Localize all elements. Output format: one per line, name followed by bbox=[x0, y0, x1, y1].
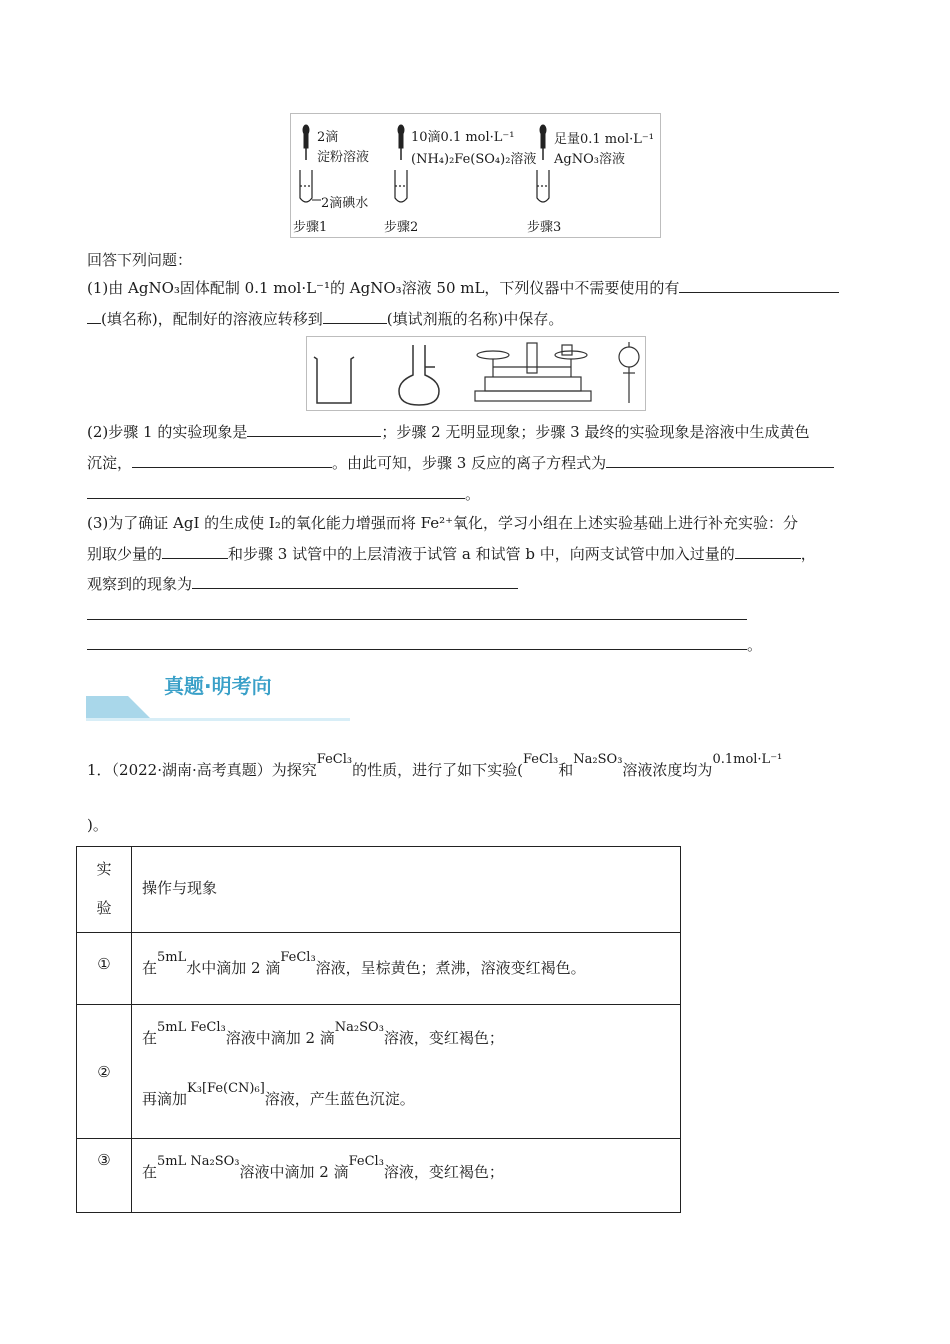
question-1-text: (填试剂瓶的名称)中保存。 bbox=[386, 310, 564, 328]
operation-text: 溶液中滴加 2 滴 bbox=[225, 1029, 335, 1047]
step1-bottom-label: 2滴碘水 bbox=[321, 196, 369, 211]
experiment-steps-figure bbox=[290, 113, 661, 238]
question-2-line-1 bbox=[87, 422, 810, 442]
table-row bbox=[77, 933, 681, 1005]
question-3-line-5 bbox=[87, 635, 762, 655]
section-title: 真题·明考向 bbox=[164, 674, 272, 698]
formula-fecl3: FeCl₃ bbox=[316, 752, 353, 767]
operation-line bbox=[142, 1020, 680, 1048]
question-2-text: 。由此可知，步骤 3 反应的离子方程式为 bbox=[332, 454, 607, 472]
question-1-line-1 bbox=[87, 278, 839, 298]
question-2-text: ；步骤 2 无明显现象；步骤 3 最终的实验现象是溶液中生成黄色 bbox=[381, 423, 810, 441]
question-1-text: (1)由 AgNO₃固体配制 0.1 mol·L⁻¹的 AgNO₃溶液 50 mL，下列仪器中不需要使用的有 bbox=[87, 279, 680, 297]
formula-text: 5mL FeCl₃ bbox=[157, 1020, 226, 1035]
answer-blank bbox=[323, 309, 387, 324]
operation-text: 在 bbox=[142, 1163, 158, 1181]
problem-1-line-1 bbox=[87, 752, 783, 782]
period-text: 。 bbox=[465, 485, 481, 503]
question-3-line-4 bbox=[87, 605, 747, 625]
answer-blank bbox=[162, 544, 228, 559]
formula-text: 5mL Na₂SO₃ bbox=[157, 1154, 240, 1169]
step2-drops-label: 10滴0.1 mol·L⁻¹ bbox=[411, 130, 515, 145]
operation-text: 水中滴加 2 滴 bbox=[186, 959, 281, 977]
dropper-icon bbox=[398, 125, 404, 160]
problem-1-text: 1．（2022·湖南·高考真题）为探究 bbox=[87, 761, 317, 779]
step3-reagent-label: AgNO₃溶液 bbox=[554, 152, 625, 167]
question-3-text: 别取少量的 bbox=[87, 545, 163, 563]
period-text: 。 bbox=[747, 636, 763, 654]
question-3-line-2 bbox=[87, 544, 816, 564]
answer-blank bbox=[132, 453, 332, 468]
answer-blank bbox=[87, 605, 747, 620]
answer-blank bbox=[87, 484, 465, 499]
beaker-icon bbox=[314, 357, 354, 403]
row-id: ③ bbox=[77, 1139, 132, 1213]
concentration-value: 0.1mol·L⁻¹ bbox=[712, 752, 783, 767]
answer-blank bbox=[87, 635, 747, 650]
step2-caption: 步骤2 bbox=[384, 220, 419, 235]
volumetric-flask-icon bbox=[399, 345, 439, 405]
step2-reagent-label: (NH₄)₂Fe(SO₄)₂溶液 bbox=[411, 152, 537, 167]
section-header bbox=[86, 668, 350, 724]
operation-line bbox=[142, 1081, 680, 1109]
table-header-row bbox=[77, 847, 681, 933]
operation-text: 溶液，产生蓝色沉淀。 bbox=[264, 1090, 415, 1108]
answer-blank bbox=[87, 309, 101, 324]
question-3-line-3 bbox=[87, 574, 518, 594]
answer-blank bbox=[247, 422, 381, 437]
step3-drops-label: 足量0.1 mol·L⁻¹ bbox=[554, 132, 654, 147]
question-3-text: 和步骤 3 试管中的上层清液于试管 a 和试管 b 中，向两支试管中加入过量的 bbox=[228, 545, 735, 563]
header-text: 实 bbox=[96, 860, 112, 878]
step1-caption: 步骤1 bbox=[293, 220, 328, 235]
row-operation bbox=[132, 933, 681, 1005]
operation-text: 溶液，呈棕黄色；煮沸，溶液变红褐色。 bbox=[315, 959, 586, 977]
test-tube-icon bbox=[537, 170, 549, 202]
row-operation bbox=[132, 1139, 681, 1213]
apparatus-figure bbox=[306, 336, 646, 411]
header-operation-cell: 操作与现象 bbox=[132, 847, 681, 933]
step1-drops-label: 2滴 bbox=[317, 130, 339, 145]
question-2-text: 沉淀， bbox=[87, 454, 133, 472]
formula-text: FeCl₃ bbox=[348, 1154, 384, 1169]
formula-text: K₃[Fe(CN)₆] bbox=[187, 1081, 265, 1096]
apparatus-illustration bbox=[307, 337, 645, 410]
row-id: ② bbox=[77, 1005, 132, 1139]
question-3-text: ， bbox=[800, 545, 816, 563]
step3-caption: 步骤3 bbox=[527, 220, 562, 235]
step1-reagent-label: 淀粉溶液 bbox=[317, 150, 370, 165]
header-experiment-cell bbox=[77, 847, 132, 933]
operation-text: 在 bbox=[142, 959, 158, 977]
operation-text: 溶液，变红褐色； bbox=[383, 1163, 504, 1181]
intro-text: 回答下列问题： bbox=[87, 251, 193, 269]
question-2-text: (2)步骤 1 的实验现象是 bbox=[87, 423, 248, 441]
problem-1-text: 的性质，进行了如下实验( bbox=[352, 761, 523, 779]
question-1-line-2 bbox=[87, 309, 563, 329]
test-tube-icon bbox=[300, 170, 312, 202]
operation-text: 溶液中滴加 2 滴 bbox=[239, 1163, 349, 1181]
operation-text: 在 bbox=[142, 1029, 158, 1047]
table-row bbox=[77, 1139, 681, 1213]
row-id: ① bbox=[77, 933, 132, 1005]
test-tube-icon bbox=[395, 170, 407, 202]
header-text: 验 bbox=[96, 899, 112, 917]
problem-1-text: 和 bbox=[558, 761, 574, 779]
balance-icon bbox=[475, 343, 591, 401]
separatory-funnel-icon bbox=[619, 342, 639, 403]
formula-text: 5mL bbox=[157, 950, 187, 965]
formula-na2so3: Na₂SO₃ bbox=[573, 752, 623, 767]
question-2-line-2 bbox=[87, 453, 834, 473]
row-operation bbox=[132, 1005, 681, 1139]
formula-fecl3: FeCl₃ bbox=[522, 752, 559, 767]
answer-blank bbox=[735, 544, 801, 559]
problem-1-text: 溶液浓度均为 bbox=[622, 761, 713, 779]
formula-text: Na₂SO₃ bbox=[334, 1020, 384, 1035]
question-3-text: 观察到的现象为 bbox=[87, 575, 193, 593]
question-1-text: (填名称)，配制好的溶液应转移到 bbox=[101, 310, 323, 328]
formula-text: FeCl₃ bbox=[280, 950, 316, 965]
operation-text: 再滴加 bbox=[142, 1090, 188, 1108]
dropper-icon bbox=[303, 125, 309, 160]
answer-blank bbox=[192, 574, 518, 589]
question-3-line-1: (3)为了确证 AgI 的生成使 I₂的氧化能力增强而将 Fe²⁺氧化，学习小组在上述实验基础上进行补充实验：分 bbox=[87, 514, 799, 532]
operation-text: 溶液，变红褐色； bbox=[383, 1029, 504, 1047]
table-row bbox=[77, 1005, 681, 1139]
dropper-icon bbox=[540, 125, 546, 160]
question-2-line-3 bbox=[87, 484, 480, 504]
answer-blank bbox=[606, 453, 834, 468]
answer-blank bbox=[679, 278, 839, 293]
experiment-table bbox=[76, 846, 681, 1213]
problem-1-line-2: )。 bbox=[87, 816, 108, 834]
